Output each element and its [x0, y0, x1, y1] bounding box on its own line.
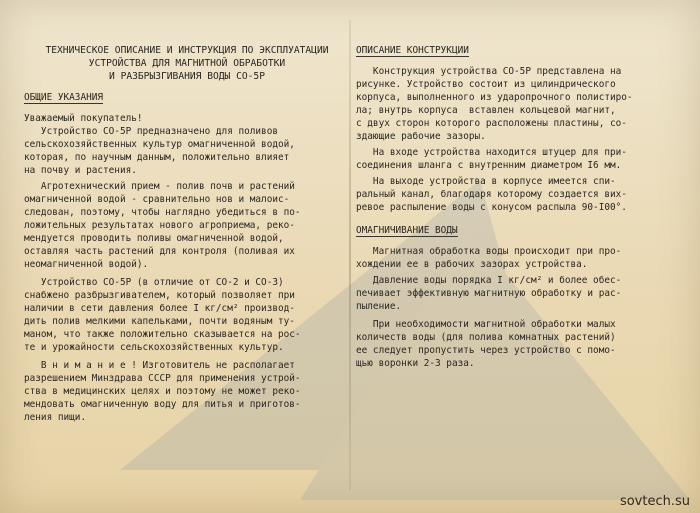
section-heading-construction: ОПИСАНИЕ КОНСТРУКЦИИ [356, 45, 469, 56]
greeting: Уважаемый покупатель! [24, 113, 143, 124]
title-line: УСТРОЙСТВА ДЛЯ МАГНИТНОЙ ОБРАБОТКИ [88, 58, 286, 69]
warning-paragraph: В н и м а н и е ! Изготовитель не располагает разрешением Минздрава СССР для применения устрой- ства в медицинских целях и поэтому не может реко- мендовать омагниченную воду для питья и приготов- ления пищи. [24, 360, 301, 423]
title-line: ТЕХНИЧЕСКОЕ ОПИСАНИЕ И ИНСТРУКЦИЯ ПО ЭКСПЛУАТАЦИИ [45, 45, 329, 56]
paragraph: Агротехнический прием - полив почв и растений омагниченной водой - сравнительно нов и малоис- следован, поэтому, чтобы наглядно убедиться в по- ложительных результатах нового агроприема, реко- мендуется проводить поливы омагниченной водой, оставляя часть растений для контроля (поливая их неомагниченной водой). [24, 181, 301, 270]
section-heading-magnetization: ОМАГНИЧИВАНИЕ ВОДЫ [356, 225, 458, 236]
paragraph: На выходе устройства в корпусе имеется спи- ральный канал, благодаря которому создается вих- ревое распыление воды с конусом распыла 90-I00°. [356, 176, 627, 213]
paragraph: Устройство СО-5Р (в отличие от СО-2 и СО-3) снабжено разбрызгивателем, который позволяет при наличии в сети давления более I кг/см² производ- дить полив мелкими капельками, почти водяным ту- маном, что также положительно сказывается на рос- те и урожайности сельскохозяйственных культур. [24, 277, 301, 353]
paragraph: Магнитная обработка воды происходит при про- хождении ее в рабочих зазорах устройства. [356, 246, 622, 270]
paragraph: При необходимости магнитной обработки малых количеств воды (для полива комнатных растений) ее следует пропустить через устройство с помо- щью воронки 2-3 раза. [356, 319, 616, 369]
fold-crease [349, 20, 351, 490]
paragraph: Устройство СО-5Р предназначено для поливов сельскохозяйственных культур омагниченной водой, которая, по научным данным, положительно влияет на почву и растения. [24, 126, 295, 176]
paragraph: Конструкция устройства СО-5Р представлена на рисунке. Устройство состоит из цилиндрического корпуса, выполненного из ударопрочного полистиро- ла; внутрь корпуса вставлен кольцевой магнит, с двух сторон которого расположены пластины, со- здающие рабочие зазоры. [356, 66, 633, 142]
paragraph: На входе устройства находится штуцер для при- соединения шланга с внутренним диаметром I6 мм. [356, 147, 627, 171]
title-line: И РАЗБРЫЗГИВАНИЯ ВОДЫ СО-5Р [109, 71, 265, 82]
right-column [356, 44, 674, 370]
left-column [24, 44, 340, 424]
site-watermark: sovtech.su [619, 494, 690, 509]
document-title [34, 44, 340, 83]
section-heading-general: ОБЩИЕ УКАЗАНИЯ [24, 92, 104, 103]
paragraph: Давление воды порядка I кг/см² и более обес- печивает эффективную магнитную обработку и рас- пыление. [356, 275, 622, 312]
